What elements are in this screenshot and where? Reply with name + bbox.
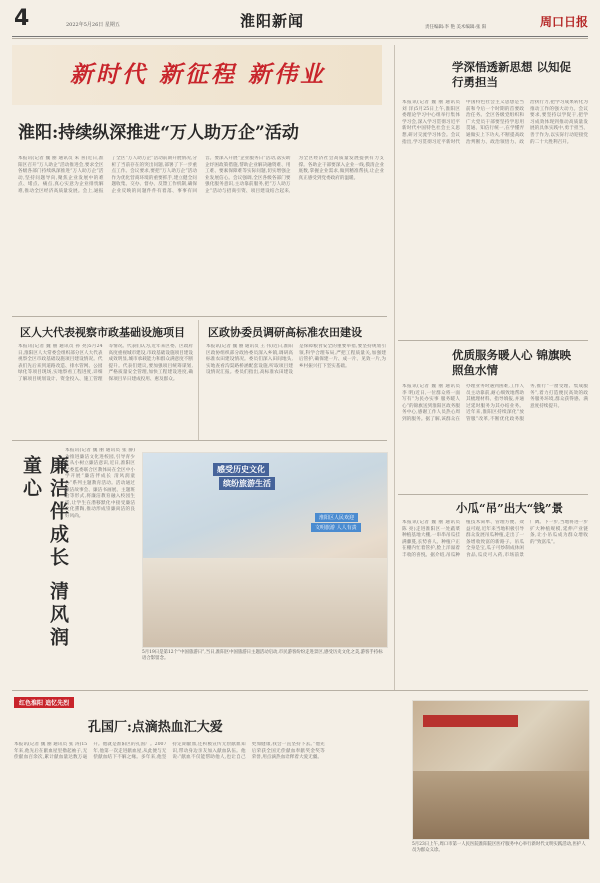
service-article-body: 本报讯(记者 魏 丽 通讯员 李 明)近日,一位群众将一面写有“为民办实事 服务暖人心”的锦旗送到淮阳区政务服务中心,感谢工作人员热心周到的服务。据了解,该群众在办理业务时遇到困难,工作人员主动靠前,耐心细致地帮助其梳理材料、指导填报,并通过延时服务为其办结业务。近年来,淮阳区持续深化“放管服”改革,不断优化政务服务,推行“一窗受理、集成服务”,着力打造便民高效的政务服务环境,群众获得感、满意度持续提升。 (402, 384, 588, 422)
side1-headline: 学深悟透新思想 以知促行勇担当 (452, 60, 572, 89)
editor-credits: 责任编辑:李 艳 美术编辑:张 阳 (425, 25, 487, 30)
clinic-photo (412, 700, 590, 840)
farmland-headline: 区政协委员调研高标准农田建设 (208, 326, 362, 339)
clinic-photo-caption: 5月23日上午,周口市第一人民医院淮阳院区医疗服务中心举行新时代文明实践活动,医护人员为群众义诊。 (412, 842, 586, 853)
photo-sign-2: 文明旅游 人人有责 (311, 523, 361, 532)
masthead-rule-thin (12, 38, 588, 39)
visit-article-body: 本报讯(记者 魏 丽 通讯员 孙 亮)5月24日,淮阳区人大常委会组织部分区人大代表视察全区市政基础设施项目建设情况。代表们先后来到道路改造、排水管网、公园绿化等项目现场,实地察看工程进度,详细了解项目规划设计、资金投入、施工管理等情况。代表们认为,近年来区委、区政府高度重视城市建设,市政基础设施项目建设成效明显,城市承载能力和群众满意度不断提升。代表们建议,要加强项目统筹谋划,严格质量安全管理,加快工程建设进度,确保项目早日建成投用、惠及群众。 (18, 344, 193, 382)
photo-banner-1: 感受历史文化 (213, 463, 269, 476)
page-number: 4 (14, 6, 30, 31)
clinic-banner (423, 715, 518, 727)
column-divider (394, 45, 395, 690)
kong-article-body: 本报讯(记者 魏 丽 通讯员 张 涛)15年来,他先后在献血屋里撸起袖子,无偿献血百余次,累计献血量达数万毫升。他就是淮阳区的孔国厂。2007年,他第一次走进献血屋,从此便与无偿献血结下不解之缘。多年来,他坚持定期献血,还积极宣传无偿献血知识,带动身边亲友加入献血队伍。他说:“献血不仅能帮助他人,也让自己更加健康,我会一直坚持下去。”他先后荣获全国无偿献血奉献奖金奖等荣誉,用点滴热血诠释着大爱无疆。 (14, 742, 325, 761)
visit-headline: 区人大代表视察市政基础设施项目 (20, 326, 185, 339)
crowd-figures (143, 558, 387, 647)
slogan-banner (12, 45, 382, 105)
farmland-article-body: 本报讯(记者 魏 丽 通讯员 王 伟)近日,淮阳区政协组织部分政协委员深入乡镇,调研高标准农田建设情况。委员们深入田间地头,实地查看沟渠路桥涵配套设施,听取项目建设情况汇报。委员们指出,高标准农田建设是保障粮食安全的重要举措,要坚持规划引领,科学合理布局,严把工程质量关,加强建后管护,确保建一片、成一片、见效一片,为乡村振兴打下坚实基础。 (206, 344, 386, 376)
rule-main (12, 316, 387, 317)
gua-headline: 小瓜“吊”出大“钱”景 (456, 501, 563, 515)
rule-visit (198, 320, 199, 440)
slogan-text: 新时代 新征程 新伟业 (70, 61, 327, 88)
rule-mid (12, 440, 387, 441)
kong-headline: 孔国厂:点滴热血汇大爱 (88, 720, 223, 735)
section-title: 淮阳新闻 (240, 12, 305, 30)
tourism-photo (142, 452, 388, 648)
vertical-headline: 廉洁伴成长 清风润童心 (20, 455, 69, 650)
rule-service (398, 494, 588, 495)
photo-caption: 5月19日是第12个“中国旅游日”,当日,淮阳区中国旅游日主题活动启动,市民游客纷纷走进景区,感受历史文化之美,游客手持标语合影留念。 (142, 650, 383, 661)
gua-article-body: 本报讯(记者 魏 丽 通讯员 陈 亮)走进淮阳区一处蔬菜种植基地大棚,一串串吊瓜挂满藤蔓,长势喜人。种植户正在棚内忙着管护,脸上洋溢着丰收的喜悦。据介绍,吊瓜种植技术简单、管理方便、效益可观,近年来当地积极引导群众发展吊瓜种植,走出了一条增收致富的新路子。吊瓜全身是宝,瓜子可炒制成休闲食品,瓜皮可入药,市场前景广阔。下一步,当地将进一步扩大种植规模,延伸产业链条,让小吊瓜成为群众增收的“致富瓜”。 (402, 520, 588, 558)
paper-name: 周口日报 (540, 15, 589, 29)
masthead-rule (12, 36, 588, 37)
main-headline: 淮阳:持续纵深推进“万人助万企”活动 (18, 123, 299, 143)
main-article-body: 本报讯(记者 魏 丽 通讯员 朱 喜)近日,淮阳区召开“万人助企”活动推进会,要求全区各级各部门持续纵深推进“万人助万企”活动,坚持问题导向,聚焦企业发展中的难点、堵点、痛点,真心实意为企业排忧解难,推动全区经济高质量发展。会上,通报了全区“万人助万企”活动前期开展情况,分析了当前存在的突出问题,部署了下一步重点工作。会议要求,要把“万人助万企”活动作为优化营商环境的重要抓手,建立健全问题收集、交办、督办、反馈工作机制,确保企业反映的问题件件有着落、事事有回音。要深入开展“企业服务日”活动,落实助企纾困政策措施,帮助企业解决融资难、用工难、要素保障难等实际问题,切实增强企业发展信心。会议强调,全区各级各部门要强化服务意识,主动靠前服务,把“万人助万企”活动与招商引资、项目建设结合起来,为全区经济社会高质量发展提供有力支撑。各助企干部要深入企业一线,摸清企业底数,掌握企业需求,做到精准帮扶,让企业真正感受到党委政府的温暖。 (18, 156, 384, 194)
vertical-article-body: 本报讯(记者 魏 丽 通讯员 张 静)为推进廉洁文化进校园,引导青少年从小树立廉洁意识,近日,淮阳区纪委监委联合区教体局在全区中小学开展“廉洁伴成长 清风润童心”系列主题教育活动。活动通过廉洁故事会、廉洁书画展、主题班会等形式,将廉洁教育融入校园生活,让学生在潜移默化中接受廉洁文化熏陶,推动形成崇廉尚洁的良好风尚。 (65, 448, 135, 519)
rule-lower (12, 690, 588, 691)
photo-banner-2: 缤纷旅游生活 (219, 477, 275, 490)
issue-date: 2022年5月26日 星期五 (66, 22, 120, 28)
service-headline: 优质服务暖人心 锦旗映照鱼水情 (452, 348, 572, 377)
clinic-crowd (413, 771, 589, 839)
side1-article-body: 本报讯(记者 魏 丽 通讯员 刘 洋)5月25日上午,淮阳区委理论学习中心组举行集体学习会,深入学习贯彻习近平新时代中国特色社会主义思想,研讨交流学习体会。会议指出,学习贯彻习近平新时代中国特色社会主义思想是当前和今后一个时期的首要政治任务。全区各级党组织和广大党员干部要坚持学思用贯通、知信行统一,在学懂弄通做实上下功夫,不断提高政治判断力、政治领悟力、政治执行力,把学习成果转化为推动工作的强大动力。会议要求,要坚持以学促干,把学习成效体现到推动高质量发展的具体实践中,勇于担当、善于作为,以实际行动迎接党的二十大胜利召开。 (402, 100, 588, 145)
rule-side1 (398, 340, 588, 341)
photo-sign-1: 淮阳区人民欢迎 (315, 513, 358, 522)
section-tag: 红色淮阳 追忆先烈 (14, 697, 74, 708)
